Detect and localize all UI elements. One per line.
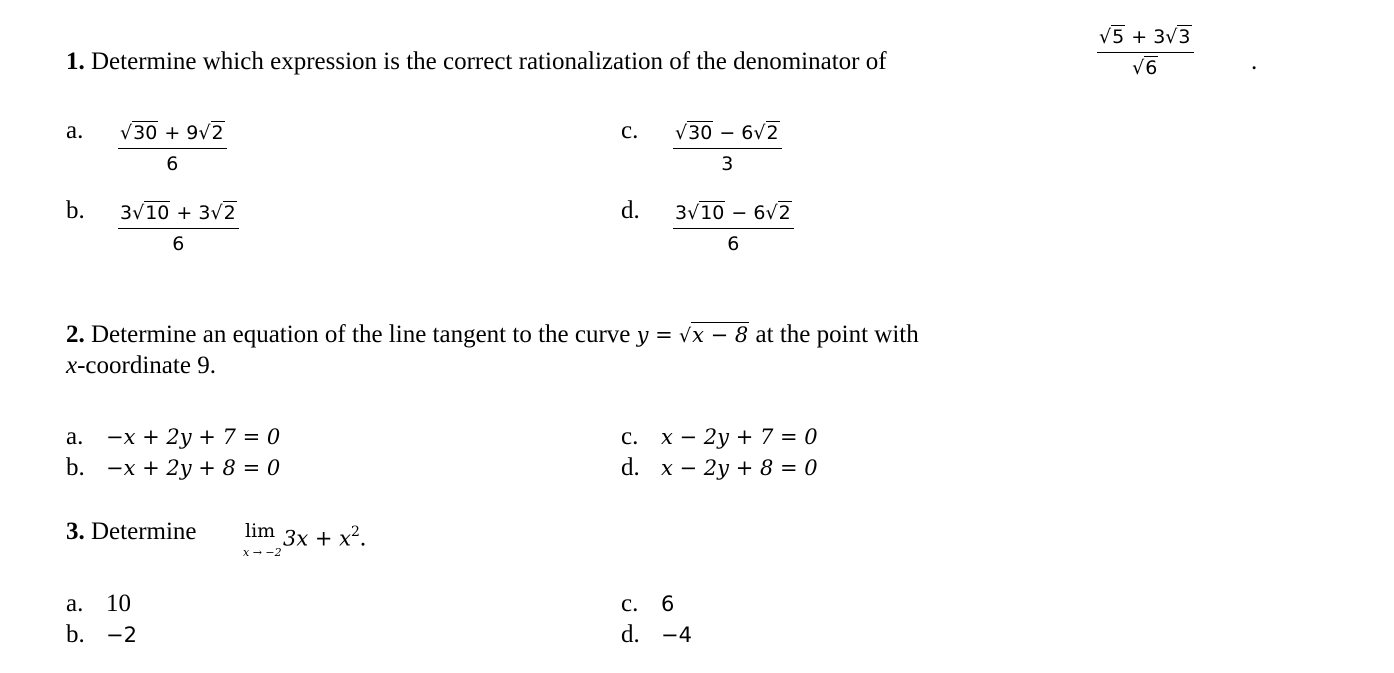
- option-a-value: 10: [106, 590, 131, 617]
- option-c[interactable]: c.: [621, 117, 639, 144]
- question-number: 2.: [66, 321, 85, 348]
- option-b-value: −2: [106, 623, 137, 647]
- option-d-value: $\frac{3√10 - 6√2}{6}$: [673, 200, 794, 257]
- option-a[interactable]: a.: [66, 117, 84, 144]
- question-1-period: .: [1251, 48, 1258, 75]
- option-d[interactable]: d. x − 2y + 8 = 0: [621, 454, 818, 481]
- option-a-value: $\frac{√30 + 9√2}{6}$: [118, 120, 227, 177]
- question-1: [66, 47, 887, 77]
- question-2: [66, 320, 919, 351]
- option-d[interactable]: d.: [621, 197, 640, 224]
- option-a[interactable]: a. −x + 2y + 7 = 0: [66, 423, 281, 450]
- curve-radical: √x − 8: [679, 323, 749, 347]
- option-b-value: −x + 2y + 8 = 0: [106, 456, 281, 480]
- question-number: 1.: [66, 48, 85, 75]
- question-text: Determine: [91, 518, 197, 545]
- question-text-end: at the point with: [755, 321, 919, 348]
- option-b-value: $\frac{3√10 + 3√2}{6}$: [118, 200, 239, 257]
- question-1-expression: $\frac{√5 + 3√3}{√6}$: [1097, 24, 1194, 81]
- question-text: Determine an equation of the line tangent to the curve: [91, 321, 631, 348]
- question-2-line2: x-coordinate 9.: [66, 352, 216, 379]
- limit-expression: $3x + x^2$.: [283, 524, 367, 552]
- option-c[interactable]: c. x − 2y + 7 = 0: [621, 423, 818, 450]
- option-b[interactable]: b. −2: [66, 621, 137, 648]
- question-3: [66, 517, 197, 547]
- question-number: 3.: [66, 518, 85, 545]
- option-c-value: 6: [661, 592, 675, 616]
- option-d[interactable]: d. −4: [621, 621, 692, 648]
- curve-y: y =: [636, 323, 673, 347]
- option-b[interactable]: b.: [66, 197, 85, 224]
- question-text: Determine which expression is the correct rationalization of the denominator of: [91, 48, 887, 75]
- option-a-value: −x + 2y + 7 = 0: [106, 425, 281, 449]
- option-c-value: $\frac{√30 - 6√2}{3}$: [673, 120, 782, 177]
- option-d-value: x − 2y + 8 = 0: [661, 456, 818, 480]
- option-b[interactable]: b. −x + 2y + 8 = 0: [66, 454, 281, 481]
- option-d-value: −4: [661, 623, 692, 647]
- option-c[interactable]: c. 6: [621, 590, 675, 617]
- option-a[interactable]: a. 10: [66, 590, 131, 617]
- option-c-value: x − 2y + 7 = 0: [661, 425, 818, 449]
